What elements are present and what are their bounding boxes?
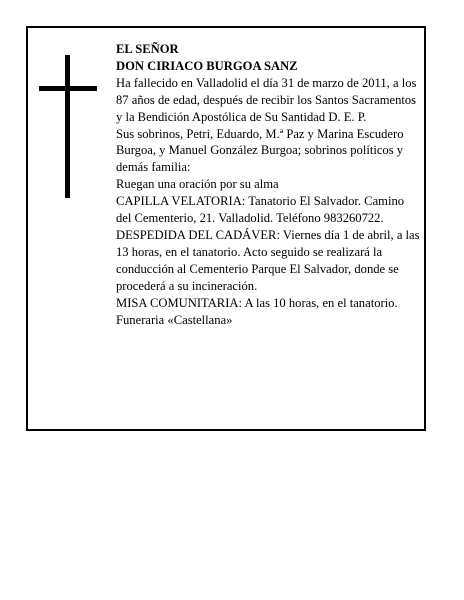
cross-icon [39, 55, 97, 198]
farewell-info: DESPEDIDA DEL CADÁVER: Viernes día 1 de abril, a las 13 horas, en el tanatorio. Acto seguido se realizará la conducción al Cementerio Parque El Salvador, donde se procederá a su incineración. [116, 227, 420, 293]
death-announcement: Ha fallecido en Valladolid el día 31 de marzo de 2011, a los 87 años de edad, después de recibir los Santos Sacramentos y la Bendición Apostólica de Su Santidad D. E. P. [116, 75, 417, 124]
cross-vertical-bar [65, 55, 70, 198]
mass-info: MISA COMUNITARIA: A las 10 horas, en el tanatorio. [116, 295, 398, 310]
obituary-notice [26, 26, 426, 431]
prayer-request: Ruegan una oración por su alma [116, 177, 279, 192]
notice-text [116, 41, 420, 328]
deceased-name: DON CIRIACO BURGOA SANZ [116, 58, 298, 73]
family-list: Sus sobrinos, Petri, Eduardo, M.ª Paz y Marina Escudero Burgoa, y Manuel González Burgoa; sobrinos políticos y demás familia: [116, 126, 404, 175]
funeral-home: Funeraria «Castellana» [116, 312, 233, 327]
wake-chapel-info: CAPILLA VELATORIA: Tanatorio El Salvador. Camino del Cementerio, 21. Valladolid. Teléfono 983260722. [116, 194, 405, 226]
notice-title: EL SEÑOR [116, 42, 179, 56]
cross-horizontal-bar [39, 86, 97, 91]
